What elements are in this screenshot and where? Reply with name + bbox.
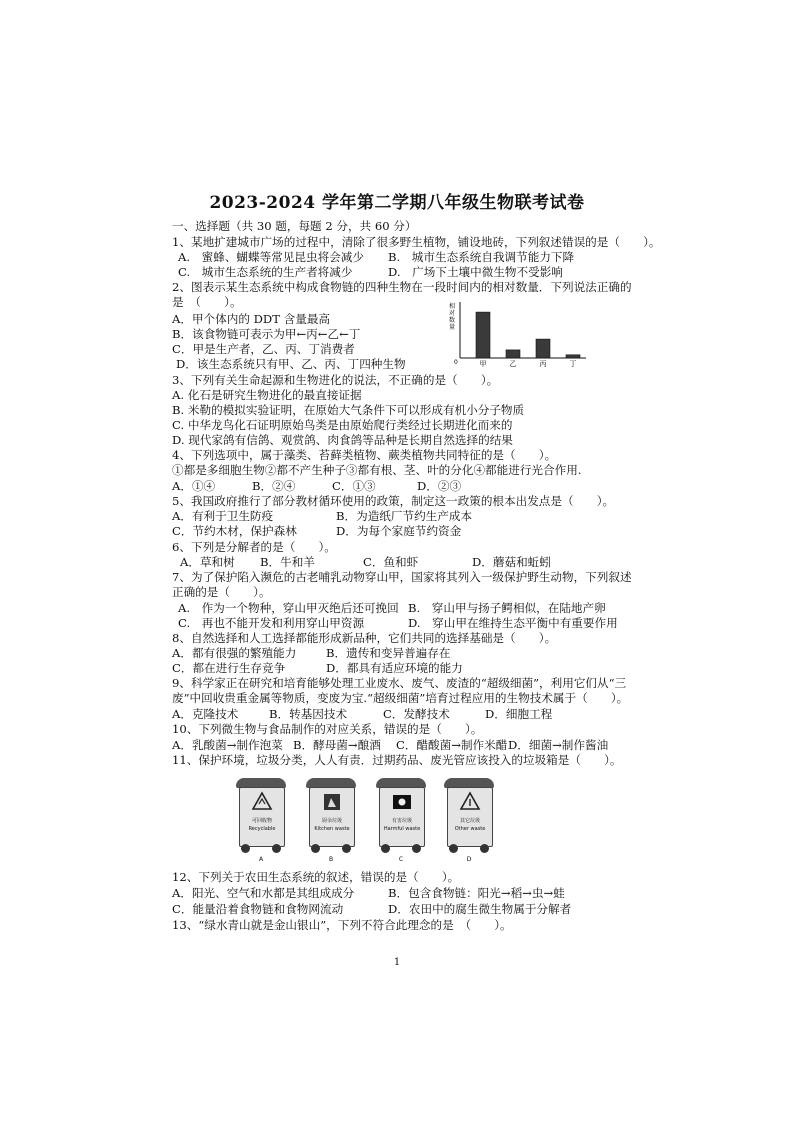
- chart-bar-3: [536, 339, 550, 358]
- bin-body: [447, 787, 493, 847]
- q1-option-b: B. 城市生态系统自我调节能力下降: [388, 250, 575, 264]
- q11-bins-figure: [226, 774, 516, 866]
- bin-a: [236, 774, 286, 863]
- q9-option-d: D．细胞工程: [485, 707, 553, 721]
- chart-bars: [476, 312, 580, 358]
- q6-option-d: D．蘑菇和蚯蚓: [472, 555, 551, 569]
- q10-option-c: C．醋酸菌→制作米醋: [396, 738, 508, 752]
- q1-options-row2: [178, 265, 598, 280]
- chart-y-label: [449, 302, 455, 331]
- q8-stem: 8、自然选择和人工选择都能形成新品种，它们共同的选择基础是（ ）。: [172, 631, 557, 645]
- bin-c-letter: C: [398, 856, 404, 863]
- q4-option-a: A．①④: [172, 479, 216, 493]
- q7-option-a: A. 作为一个物种，穿山甲灭绝后还可挽回: [178, 601, 399, 615]
- chart-bar-1: [476, 312, 490, 358]
- page-number: 1: [393, 957, 401, 968]
- q12-option-d: D．农田中的腐生微生物属于分解者: [388, 902, 572, 916]
- q2-option-b: B．该食物链可表示为甲←丙←乙←丁: [172, 327, 361, 341]
- q8-option-d: D．都具有适应环境的能力: [326, 661, 463, 675]
- q7-option-d: D. 穿山甲在维持生态平衡中有重要作用: [408, 616, 618, 630]
- wheel: [342, 844, 351, 853]
- q5-option-a: A．有利于卫生防疫: [172, 509, 274, 523]
- wheel: [480, 844, 489, 853]
- bin-d: [444, 774, 494, 863]
- other-icon: [459, 791, 481, 813]
- q6-stem: 6、下列是分解者的是（ ）。: [172, 540, 336, 554]
- hazard-icon: [391, 791, 413, 813]
- q4-option-b: B．②④: [252, 479, 296, 493]
- q2-stem-line2: 是 （ ）。: [172, 295, 242, 309]
- chart-tick-label: 丙: [539, 360, 547, 368]
- bin-d-label: 其它垃圾: [459, 818, 480, 824]
- q9-options: [172, 707, 612, 722]
- wheel: [311, 844, 320, 853]
- chart-y-label-char: 数: [449, 317, 456, 324]
- q12-option-c: C．能量沿着食物链和食物网流动: [172, 902, 344, 916]
- q9-option-c: C．发酵技术: [383, 707, 450, 721]
- q5-options-row1: [172, 509, 572, 524]
- bin-body: [239, 787, 285, 847]
- bin-body: [379, 787, 425, 847]
- q3-option-a: A. 化石是研究生物进化的最直接证据: [172, 388, 362, 402]
- q1-options-row1: [178, 250, 598, 265]
- chart-bar-2: [506, 350, 520, 358]
- q7-option-c: C. 再也不能开发和利用穿山甲资源: [178, 616, 365, 630]
- q12-option-a: A．阳光、空气和水都是其组成成分: [172, 886, 355, 900]
- bin-b-label: 厨余垃圾: [321, 818, 342, 824]
- q5-stem: 5、我国政府推行了部分教材循环使用的政策，制定这一政策的根本出发点是（ ）。: [172, 494, 615, 508]
- q7-options-row1: [178, 601, 606, 616]
- q2-option-d: D．该生态系统只有甲、乙、丙、丁四种生物: [176, 357, 406, 371]
- q13-stem: 13、“绿水青山就是金山银山”，下列不符合此理念的是 （ ）。: [172, 918, 512, 932]
- q8-options-row1: [172, 646, 572, 661]
- q4-option-d: D．②③: [417, 479, 462, 493]
- wheel: [272, 844, 281, 853]
- q5-option-c: C．节约木材，保护森林: [172, 524, 297, 538]
- q7-option-b: B. 穿山甲与扬子鳄相似，在陆地产卵: [408, 601, 606, 615]
- q3-stem: 3、下列有关生命起源和生物进化的说法，不正确的是（ ）。: [172, 373, 499, 387]
- bin-b-letter: B: [328, 856, 334, 863]
- q10-option-d: D．细菌→制作酱油: [508, 738, 609, 752]
- wheel: [241, 844, 250, 853]
- q6-option-b: B．牛和羊: [260, 555, 315, 569]
- bin-c-label: 有害垃圾: [391, 818, 412, 824]
- q12-options-row2: [172, 902, 592, 917]
- q4-options: [172, 479, 572, 494]
- q7-options-row2: [178, 616, 618, 631]
- chart-bar-4: [566, 355, 580, 358]
- bin-a-letter: A: [258, 856, 264, 863]
- q8-option-c: C．都在进行生存竞争: [172, 661, 286, 675]
- q5-options-row2: [172, 524, 572, 539]
- q1-stem: 1、某地扩建城市广场的过程中，清除了很多野生植物，铺设地砖，下列叙述错误的是（ ）。: [172, 235, 661, 249]
- bin-c-english: Harmful waste: [383, 826, 421, 832]
- q7-stem-line1: 7、为了保护陷入濒危的古老哺乳动物穿山甲，国家将其列入一级保护野生动物，下列叙述: [172, 570, 632, 584]
- q9-stem-line1: 9、科学家正在研究和培育能够处理工业废水、废气、废渣的“超级细菌”，利用它们从“三: [172, 676, 627, 690]
- q4-items: ①都是多细胞生物②都不产生种子③都有根、茎、叶的分化④都能进行光合作用.: [172, 463, 582, 477]
- q9-option-a: A．克隆技术: [172, 707, 239, 721]
- q8-option-b: B．遗传和变异普遍存在: [326, 646, 451, 660]
- q12-options-row1: [172, 886, 592, 901]
- bin-b: [306, 774, 356, 863]
- q3-option-b: B. 米勒的模拟实验证明，在原始大气条件下可以形成有机小分子物质: [172, 403, 525, 417]
- wheel: [381, 844, 390, 853]
- q4-stem: 4、下列选项中，属于藻类、苔藓类植物、蕨类植物共同特征的是（ ）。: [172, 448, 557, 462]
- recycle-icon: [251, 791, 273, 813]
- chart-tick-label: 乙: [509, 360, 517, 368]
- q3-option-d: D. 现代家鸽有信鸽、观赏鸽、肉食鸽等品种是长期自然选择的结果: [172, 433, 513, 447]
- chart-y-label-char: 对: [449, 310, 456, 317]
- q2-stem-line1: 2、图表示某生态系统中构成食物链的四种生物在一段时间内的相对数量．下列说法正确的: [172, 280, 632, 294]
- q11-stem: 11、保护环境，垃圾分类，人人有责．过期药品、废光管应该投入的垃圾箱是（ ）。: [172, 753, 622, 767]
- kitchen-icon: [321, 791, 343, 813]
- bin-d-letter: D: [466, 856, 472, 863]
- q12-stem: 12、下列关于农田生态系统的叙述，错误的是（ ）。: [172, 870, 460, 884]
- q9-option-b: B．转基因技术: [269, 707, 348, 721]
- q10-options: [172, 738, 622, 753]
- q6-options: [180, 555, 580, 570]
- q10-option-b: B．酵母菌→酿酒: [293, 738, 381, 752]
- chart-tick-label: 丁: [569, 360, 577, 368]
- bin-c: [376, 774, 426, 863]
- bin-a-label: 可回收物: [251, 818, 272, 824]
- chart-origin-label: 0: [454, 359, 458, 366]
- q5-option-d: D．为每个家庭节约资金: [336, 524, 462, 538]
- q7-stem-line2: 正确的是（ ）。: [172, 585, 271, 599]
- q6-option-a: A．草和树: [180, 555, 235, 569]
- q10-option-a: A．乳酸菌→制作泡菜: [172, 738, 283, 752]
- q2-option-c: C．甲是生产者，乙、丙、丁消费者: [172, 342, 355, 356]
- wheel: [449, 844, 458, 853]
- exam-title: 2023-2024 学年第二学期八年级生物联考试卷: [209, 193, 585, 213]
- q10-stem: 10、下列微生物与食品制作的对应关系，错误的是（ ）。: [172, 722, 483, 736]
- chart-y-label-char: 相: [449, 303, 456, 310]
- wheel: [412, 844, 421, 853]
- q4-option-c: C．①③: [332, 479, 376, 493]
- q2-bar-chart: [446, 298, 596, 370]
- chart-tick-label: 甲: [479, 360, 487, 368]
- q8-option-a: A．都有很强的繁殖能力: [172, 646, 297, 660]
- q8-options-row2: [172, 661, 572, 676]
- bin-b-english: Kitchen waste: [314, 826, 350, 832]
- q2-option-a: A．甲个体内的 DDT 含量最高: [172, 312, 331, 326]
- q3-option-c: C. 中华龙鸟化石证明原始鸟类是由原始爬行类经过长期进化而来的: [172, 418, 513, 432]
- q9-stem-line2: 废”中回收贵重金属等物质，变废为宝.“超级细菌”培育过程应用的生物技术属于（ ）。: [172, 691, 629, 705]
- q12-option-b: B．包含食物链：阳光→稻→虫→蛙: [388, 886, 565, 900]
- q6-option-c: C．鱼和虾: [363, 555, 419, 569]
- bin-d-english: Other waste: [454, 826, 486, 832]
- chart-tick-labels: [480, 360, 577, 368]
- q1-option-d: D. 广场下土壤中微生物不受影响: [388, 265, 563, 279]
- bin-body: [309, 787, 355, 847]
- bin-a-english: Recyclable: [248, 826, 276, 832]
- chart-y-label-char: 量: [449, 324, 456, 331]
- section-heading: 一、选择题（共 30 题，每题 2 分，共 60 分）: [172, 219, 417, 233]
- q1-option-c: C. 城市生态系统的生产者将减少: [178, 265, 353, 279]
- q1-option-a: A. 蜜蜂、蝴蝶等常见昆虫将会减少: [178, 250, 364, 264]
- q5-option-b: B．为造纸厂节约生产成本: [336, 509, 473, 523]
